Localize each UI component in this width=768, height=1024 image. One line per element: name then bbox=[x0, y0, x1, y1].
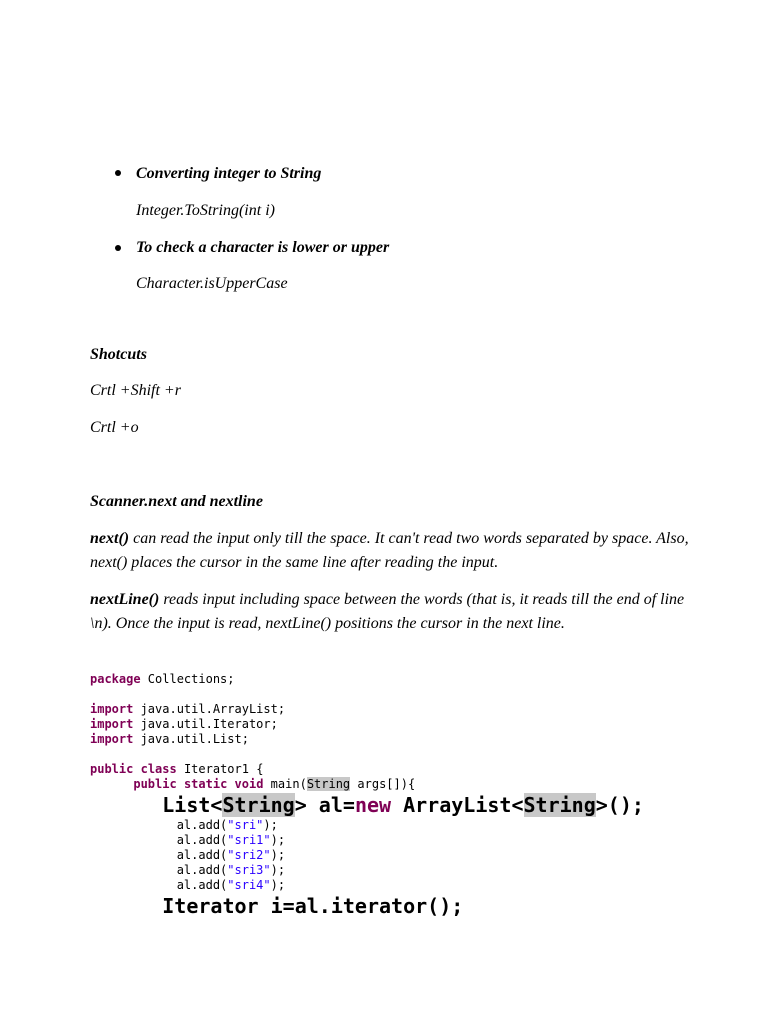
code-line-add bbox=[90, 863, 285, 877]
code-line-package bbox=[90, 672, 235, 686]
main-args: args[]){ bbox=[350, 777, 416, 791]
keyword-import: import bbox=[90, 702, 134, 716]
shortcut-item: Crtl +o bbox=[90, 419, 139, 436]
import-path: java.util.ArrayList; bbox=[133, 702, 286, 716]
shortcut-item: Crtl +Shift +r bbox=[90, 382, 181, 399]
add-call-suffix: ); bbox=[270, 833, 286, 847]
add-call-prefix: al.add( bbox=[176, 818, 228, 832]
class-name: Iterator1 { bbox=[176, 762, 264, 776]
add-call-prefix: al.add( bbox=[176, 878, 228, 892]
nextline-description: reads input including space between the words (that is, it reads till the end of line \n). Once the input is read, nextLine() positions the cursor in the next line. bbox=[90, 591, 685, 632]
type-string-highlight: String bbox=[306, 777, 351, 791]
list-mid: > al= bbox=[294, 793, 355, 817]
nextline-term: nextLine() bbox=[90, 591, 160, 608]
keyword-static: static bbox=[183, 777, 228, 791]
bullet-heading-converting: Converting integer to String bbox=[136, 165, 322, 182]
code-line-list-declaration bbox=[90, 793, 644, 817]
add-call-suffix: ); bbox=[263, 818, 278, 832]
add-call-prefix: al.add( bbox=[176, 833, 228, 847]
next-description: can read the input only till the space. It can't read two words separated by space. Also, next() places the cursor in the same line after reading the input. bbox=[90, 530, 689, 571]
bullet-body-isuppercase: Character.isUpperCase bbox=[136, 275, 288, 292]
code-line-iterator bbox=[90, 894, 463, 918]
keyword-public: public bbox=[90, 762, 134, 776]
code-line-import bbox=[90, 732, 249, 746]
code-block bbox=[90, 672, 644, 919]
code-line-add bbox=[90, 818, 278, 832]
next-term: next() bbox=[90, 530, 130, 547]
code-line-import bbox=[90, 702, 285, 716]
keyword-package: package bbox=[90, 672, 141, 686]
string-literal: "sri3" bbox=[227, 863, 271, 877]
add-call-suffix: ); bbox=[270, 848, 286, 862]
keyword-public: public bbox=[133, 777, 177, 791]
string-literal: "sri1" bbox=[227, 833, 271, 847]
bullet-dot bbox=[115, 170, 121, 176]
import-path: java.util.Iterator; bbox=[133, 717, 278, 731]
code-line-import bbox=[90, 717, 278, 731]
nextline-paragraph bbox=[90, 588, 690, 636]
package-name: Collections; bbox=[140, 672, 235, 686]
list-end: >(); bbox=[595, 793, 644, 817]
code-line-add bbox=[90, 878, 285, 892]
shortcuts-heading: Shotcuts bbox=[90, 346, 147, 363]
scanner-heading: Scanner.next and nextline bbox=[90, 493, 263, 510]
code-line-class bbox=[90, 762, 263, 776]
main-open: main( bbox=[263, 777, 307, 791]
arraylist-type: ArrayList< bbox=[391, 793, 524, 817]
add-call-prefix: al.add( bbox=[176, 848, 228, 862]
type-string-highlight: String bbox=[523, 793, 596, 817]
bullet-heading-check-character: To check a character is lower or upper bbox=[136, 239, 390, 256]
bullet-dot bbox=[115, 245, 121, 251]
code-line-add bbox=[90, 848, 285, 862]
keyword-new: new bbox=[354, 793, 392, 817]
add-call-suffix: ); bbox=[270, 863, 286, 877]
keyword-import: import bbox=[90, 732, 134, 746]
add-call-prefix: al.add( bbox=[176, 863, 228, 877]
type-string-highlight: String bbox=[222, 793, 295, 817]
next-paragraph bbox=[90, 527, 690, 575]
iterator-statement: Iterator i=al.iterator(); bbox=[162, 894, 464, 918]
list-type: List< bbox=[162, 793, 223, 817]
import-path: java.util.List; bbox=[133, 732, 249, 746]
keyword-import: import bbox=[90, 717, 134, 731]
keyword-class: class bbox=[140, 762, 177, 776]
string-literal: "sri4" bbox=[227, 878, 271, 892]
code-line-main bbox=[90, 777, 415, 791]
keyword-void: void bbox=[234, 777, 264, 791]
string-literal: "sri" bbox=[227, 818, 264, 832]
code-line-add bbox=[90, 833, 285, 847]
string-literal: "sri2" bbox=[227, 848, 271, 862]
add-call-suffix: ); bbox=[270, 878, 286, 892]
bullet-body-integer-tostring: Integer.ToString(int i) bbox=[136, 202, 275, 219]
